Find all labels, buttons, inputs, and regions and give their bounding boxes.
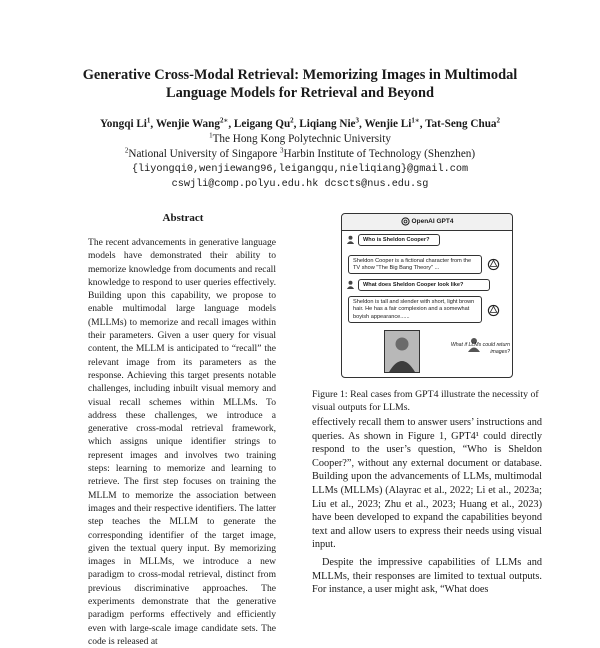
- abstract-text: The recent advancements in generative language models have demonstrated their ability to memorize knowledge from documents and recall knowledge to respond to user queries effectively. Building upon this capability, we propose to enable multimodal large language models (MLLMs) to memorize and recall images within their parameters. Given a user query for visual content, the MLLM is anticipated to “recall” the relevant image from its parameters as the response. Achieving this target presents notable challenges, including inbuilt visual memory and visual recall schemes within MLLMs. To address these challenges, we introduce a generative cross-modal retrieval framework, which assigns unique identifier strings to represent images and involves two training steps: learning to memorize and learning to retrieve. The first step focuses on training the MLLM to memorize the association between images and their respective identifiers. The latter step teaches the MLLM to generate the corresponding identifier of the target image, given the textual query input. By memorizing images in MLLMs, we introduce a new paradigm to cross-modal retrieval, distinct from previous discriminative approaches. The experiments demonstrate that the generative paradigm performs effectively and efficiently even with large-scale image candidate sets. The code is released at: [88, 237, 276, 647]
- affil-text: Harbin Institute of Technology (Shenzhen): [283, 148, 476, 160]
- user-icon: [346, 280, 355, 289]
- figure-header-label: OpenAI GPT4: [411, 218, 454, 225]
- affil-sup: 2: [124, 146, 129, 155]
- author-sup: 1: [146, 116, 151, 125]
- body-paragraph-2: Despite the impressive capabilities of LLMs and MLLMs, their responses are limited to textual outputs. For instance, a user might ask, “What does: [312, 556, 542, 596]
- title-line-2: Language Models for Retrieval and Beyond: [166, 85, 434, 101]
- figure-caption: Figure 1: Real cases from GPT4 illustrate the necessity of visual outputs for LLMs.: [312, 389, 539, 413]
- author-name: Liqiang Nie: [299, 118, 356, 130]
- abstract-heading: Abstract: [162, 212, 204, 224]
- figure-1: [341, 213, 513, 378]
- author-name: Wenjie Wang: [155, 118, 220, 130]
- affil-sup: 1: [209, 131, 213, 140]
- person-silhouette-icon: [385, 331, 419, 372]
- user-icon: [346, 235, 355, 244]
- thought-text: What if LLMs could return images?: [450, 342, 510, 355]
- body-paragraph-1: effectively recall them to answer users’ instructions and queries. As shown in Figure 1, GPT4¹ could directly respond to the user’s question, “Who is Sheldon Cooper?”, without any external document or database. Building upon the advancements of LLMs, multimodal LLMs (MLLMs) (Alayrac et al., 2022; Li et al., 2023a; Liu et al., 2023; Zhu et al., 2023; Huang et al., 2023) have been developed to expand the capabilities beyond text and allow users to express their needs using visual input.: [312, 417, 542, 551]
- gpt-answer-1: Sheldon Cooper is a fictional character from the TV show "The Big Bang Theory" ...: [348, 255, 482, 274]
- author-sup: 2: [496, 116, 501, 125]
- affiliation-2-3: [40, 147, 560, 162]
- sheldon-photo: [384, 330, 420, 373]
- affil-sup: 3: [279, 146, 284, 155]
- author-sup: 1∗: [411, 116, 420, 125]
- paper-title: [60, 66, 540, 102]
- figure-header: [342, 214, 512, 231]
- abstract-body: [88, 236, 276, 648]
- affil-text: The Hong Kong Polytechnic University: [212, 133, 391, 145]
- affil-text: National University of Singapore: [128, 148, 278, 160]
- email-line-2[interactable]: cswjli@comp.polyu.edu.hk dcscts@nus.edu.sg: [171, 179, 429, 190]
- author-list: Yongqi Li$^1$, Wenjie Wang$^{2∗}$, Leigang Qu$^2$, Liqiang Nie$^3$, Wenjie $Li^{1∗}$, Tat-Seng Chua$^2$: [99, 116, 501, 130]
- author-sup: 3: [355, 116, 360, 125]
- user-question-1: Who is Sheldon Cooper?: [358, 234, 440, 246]
- author-block: [40, 117, 560, 192]
- openai-logo-icon: [401, 217, 410, 226]
- author-name: Yongqi Li: [99, 118, 147, 130]
- author-name: Tat-Seng Chua: [425, 118, 497, 130]
- user-question-2: What does Sheldon Cooper look like?: [358, 279, 490, 291]
- author-name: Wenjie Li: [364, 118, 412, 130]
- chatgpt-icon: [487, 258, 500, 271]
- gpt-answer-2: Sheldon is tall and slender with short, light brown hair. He has a fair complexion and a somewhat boyish appearance......: [348, 296, 482, 323]
- author-name: Leigang Qu: [233, 118, 291, 130]
- author-sup: 2: [290, 116, 294, 125]
- title-line-1: Generative Cross-Modal Retrieval: Memorizing Images in Multimodal: [82, 67, 518, 83]
- author-sup: 2∗: [219, 116, 229, 125]
- affiliation-1: [40, 132, 560, 147]
- body-column: [312, 416, 542, 597]
- email-line-1[interactable]: {liyongqi0,wenjiewang96,leigangqu,nieliqiang}@gmail.com: [131, 164, 469, 175]
- chatgpt-icon: [487, 304, 500, 317]
